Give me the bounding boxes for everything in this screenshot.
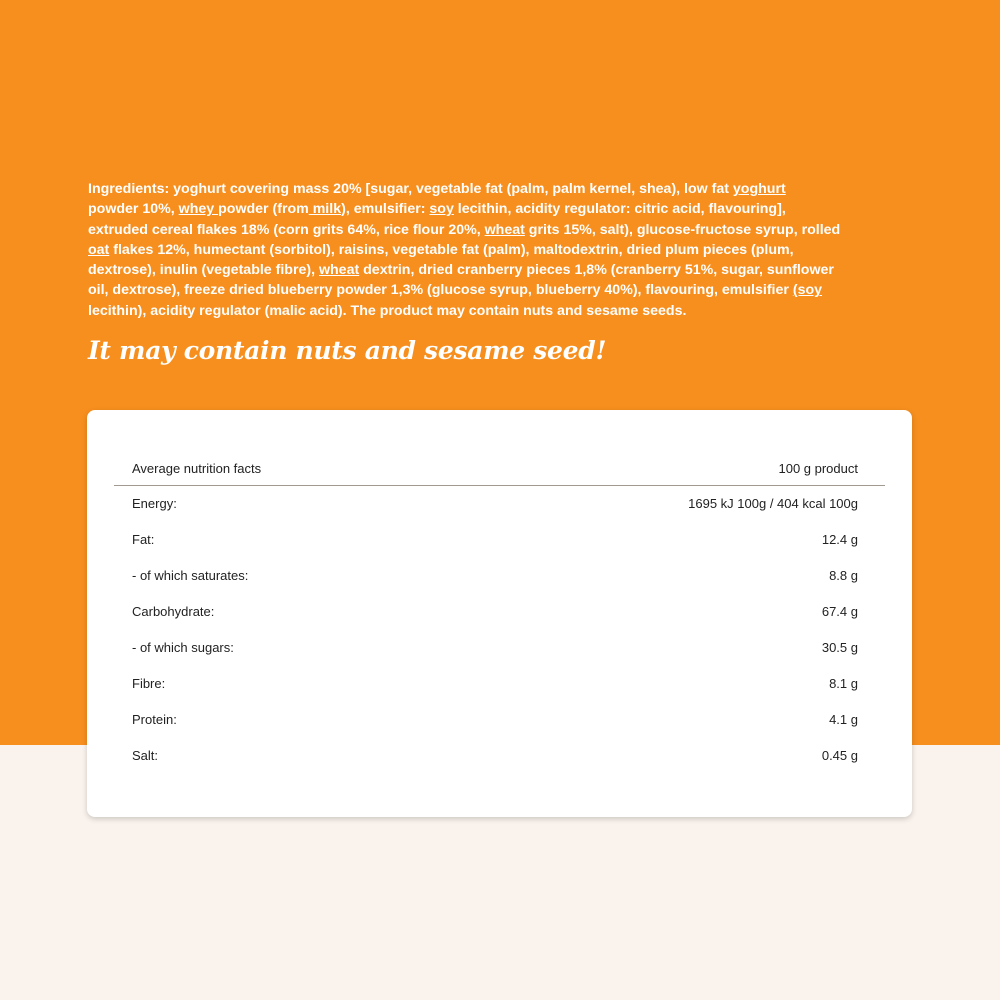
- nutrition-value: 12.4 g: [821, 532, 858, 547]
- ingredient-text: lecithin, acidity regulator: citric acid, flavouring],: [453, 201, 786, 218]
- ingredients-line: [88, 260, 918, 280]
- ingredients-line: [88, 240, 918, 260]
- allergen-warning: It may contain nuts and sesame seed!: [88, 336, 607, 365]
- nutrition-row: [132, 604, 858, 619]
- ingredient-text: ), emulsifier:: [341, 201, 430, 218]
- ingredient-text: grits 15%, salt), glucose-fructose syrup, rolled: [524, 221, 841, 238]
- ingredients-line: [88, 179, 918, 199]
- nutrition-row: [132, 748, 858, 763]
- ingredients-line: [88, 280, 918, 300]
- nutrition-value: 0.45 g: [821, 748, 858, 763]
- ingredients-line: [88, 220, 918, 240]
- ingredient-text: lecithin), acidity regulator (malic acid). The product may contain nuts and sesame seeds.: [88, 302, 687, 319]
- nutrition-row: [132, 496, 858, 511]
- ingredients-text: [88, 179, 918, 321]
- allergen: wheat: [318, 262, 360, 279]
- ingredient-text: oil, dextrose), freeze dried blueberry powder 1,3% (glucose syrup, blueberry 40%), flavouring, emulsifier: [88, 282, 793, 299]
- ingredient-text: dextrose), inulin (vegetable fibre),: [88, 262, 319, 279]
- allergen: whey: [178, 201, 219, 218]
- nutrition-row: [132, 640, 858, 655]
- header-label: Average nutrition facts: [132, 461, 262, 476]
- ingredient-text: powder 10%,: [88, 201, 179, 218]
- allergen: oat: [88, 241, 110, 258]
- ingredients-line: [88, 301, 918, 321]
- allergen: soy: [429, 201, 454, 218]
- nutrition-value: 1695 kJ 100g / 404 kcal 100g: [688, 496, 858, 511]
- nutrition-row: [132, 712, 858, 727]
- ingredient-text: flakes 12%, humectant (sorbitol), raisins, vegetable fat (palm), maltodextrin, dried plum pieces (plum,: [109, 241, 794, 258]
- nutrition-label: Salt:: [132, 748, 159, 763]
- nutrition-value: 4.1 g: [829, 712, 858, 727]
- nutrition-label: Energy:: [132, 496, 177, 511]
- nutrition-label: Protein:: [132, 712, 177, 727]
- header-value: 100 g product: [778, 461, 858, 476]
- nutrition-value: 8.1 g: [829, 676, 858, 691]
- allergen: milk: [308, 201, 342, 218]
- nutrition-label: Carbohydrate:: [132, 604, 215, 619]
- nutrition-row: [132, 532, 858, 547]
- ingredient-text: Ingredients: yoghurt covering mass 20% [sugar, vegetable fat (palm, palm kernel, shea), low fat: [88, 181, 733, 197]
- header-divider: [114, 485, 885, 486]
- ingredients-line: [88, 199, 918, 219]
- nutrition-row: [132, 568, 858, 583]
- nutrition-header: [132, 461, 858, 476]
- nutrition-label: Fat:: [132, 532, 155, 547]
- ingredient-text: powder (from: [218, 201, 309, 218]
- ingredient-text: dextrin, dried cranberry pieces 1,8% (cranberry 51%, sugar, sunflower: [359, 262, 834, 279]
- nutrition-label: Fibre:: [132, 676, 166, 691]
- nutrition-value: 30.5 g: [821, 640, 858, 655]
- nutrition-label: - of which sugars:: [132, 640, 234, 655]
- nutrition-label: - of which saturates:: [132, 568, 249, 583]
- nutrition-row: [132, 676, 858, 691]
- nutrition-value: 8.8 g: [829, 568, 858, 583]
- allergen: (soy: [792, 282, 823, 299]
- allergen: wheat: [484, 221, 525, 238]
- ingredient-text: extruded cereal flakes 18% (corn grits 64%, rice flour 20%,: [88, 221, 485, 238]
- allergen: yoghurt: [732, 181, 786, 197]
- nutrition-value: 67.4 g: [821, 604, 858, 619]
- nutrition-facts-card: [87, 410, 912, 817]
